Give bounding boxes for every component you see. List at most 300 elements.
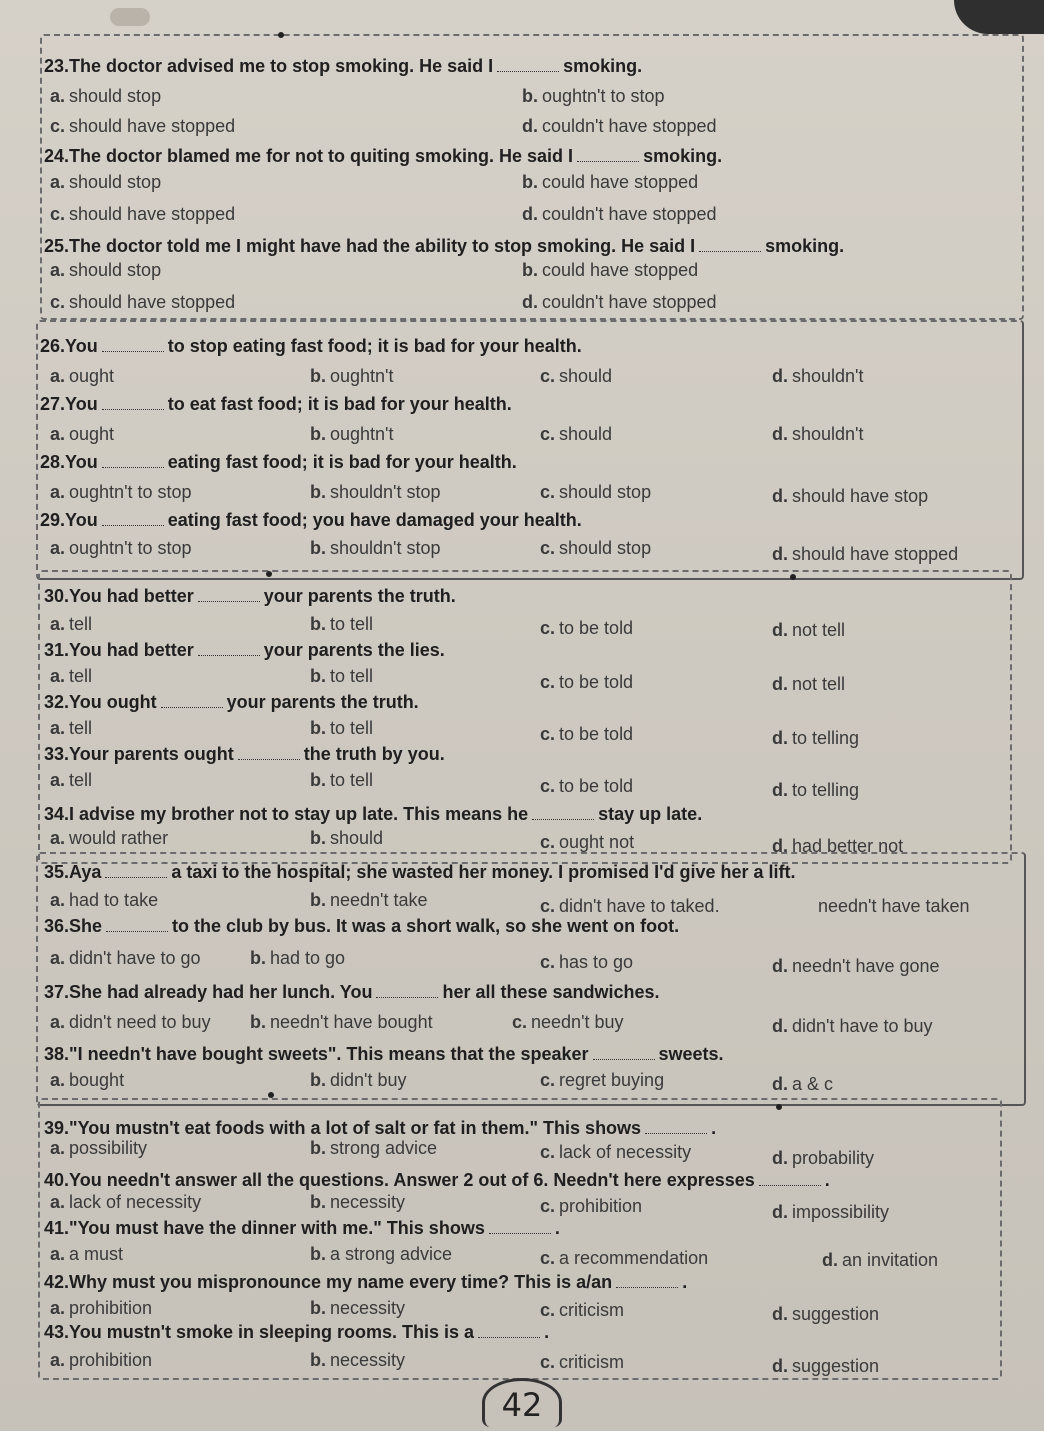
option-23-c[interactable]: [50, 116, 235, 137]
question-42: [44, 1272, 687, 1293]
option-38-a[interactable]: [50, 1070, 124, 1091]
question-text: You: [65, 510, 98, 530]
option-letter: b.: [522, 86, 538, 106]
option-29-b[interactable]: [310, 538, 441, 559]
option-letter: c.: [540, 832, 556, 852]
question-36: [44, 916, 679, 937]
option-text: tell: [69, 614, 93, 634]
question-text-end: the truth by you.: [303, 744, 445, 764]
option-letter: b.: [310, 614, 326, 634]
option-letter: a.: [50, 1350, 66, 1370]
option-text: suggestion: [792, 1304, 880, 1324]
option-text: possibility: [69, 1138, 148, 1158]
option-letter: d.: [772, 836, 788, 856]
option-letter: d.: [772, 1304, 788, 1324]
option-letter: c.: [540, 952, 556, 972]
option-text: oughtn't to stop: [69, 538, 192, 558]
option-27-d[interactable]: [772, 424, 864, 445]
option-letter: c.: [540, 724, 556, 744]
answer-blank[interactable]: [699, 251, 761, 252]
option-42-a[interactable]: [50, 1298, 152, 1319]
option-letter: c.: [50, 116, 66, 136]
option-letter: d.: [772, 486, 788, 506]
option-29-c[interactable]: [540, 538, 651, 559]
option-letter: a.: [50, 1012, 66, 1032]
option-24-d[interactable]: [522, 204, 717, 225]
option-letter: a.: [50, 1244, 66, 1264]
decorative-dot: [266, 571, 272, 577]
question-text-end: .: [682, 1272, 688, 1292]
option-34-d[interactable]: [772, 836, 903, 857]
page-number: 42: [482, 1378, 562, 1427]
option-letter: d.: [772, 1148, 788, 1168]
option-37-d[interactable]: [772, 1016, 933, 1037]
option-letter: c.: [540, 366, 556, 386]
option-text: had to go: [270, 948, 346, 968]
option-40-a[interactable]: [50, 1192, 201, 1213]
option-text: to be told: [559, 672, 634, 692]
question-text: The doctor told me I might have had the ability to stop smoking. He said I: [69, 236, 696, 256]
option-text: necessity: [330, 1192, 406, 1212]
question-number: 43.: [44, 1322, 70, 1342]
option-26-a[interactable]: [50, 366, 114, 387]
option-30-c[interactable]: [540, 618, 633, 639]
option-letter: b.: [310, 770, 326, 790]
option-letter: b.: [522, 260, 538, 280]
option-27-a[interactable]: [50, 424, 114, 445]
option-27-c[interactable]: [540, 424, 612, 445]
question-text: You ought: [69, 692, 157, 712]
question-number: 33.: [44, 744, 70, 764]
option-text: to tell: [330, 614, 374, 634]
answer-blank[interactable]: [759, 1185, 821, 1186]
option-43-c[interactable]: [540, 1352, 624, 1373]
option-letter: b.: [310, 1070, 326, 1090]
option-32-b[interactable]: [310, 718, 373, 739]
option-text: criticism: [559, 1300, 625, 1320]
option-text: could have stopped: [542, 172, 699, 192]
question-text-end: smoking.: [643, 146, 723, 166]
question-number: 35.: [44, 862, 70, 882]
option-text: not tell: [792, 674, 846, 694]
option-28-a[interactable]: [50, 482, 192, 503]
question-number: 29.: [40, 510, 66, 530]
option-letter: a.: [50, 172, 66, 192]
option-38-c[interactable]: [540, 1070, 664, 1091]
option-text: needn't take: [330, 890, 428, 910]
answer-blank[interactable]: [161, 707, 223, 708]
option-28-c[interactable]: [540, 482, 651, 503]
option-letter: c.: [540, 1300, 556, 1320]
question-text-end: her all these sandwiches.: [442, 982, 660, 1002]
option-text: should have stop: [792, 486, 929, 506]
question-text-end: .: [711, 1118, 717, 1138]
question-number: 30.: [44, 586, 70, 606]
option-37-c[interactable]: [512, 1012, 624, 1033]
question-38: [44, 1044, 724, 1065]
option-41-c[interactable]: [540, 1248, 708, 1269]
answer-blank[interactable]: [532, 819, 594, 820]
option-letter: a.: [50, 718, 66, 738]
question-text-end: to the club by bus. It was a short walk, so she went on foot.: [172, 916, 680, 936]
answer-blank[interactable]: [645, 1133, 707, 1134]
question-text: She: [69, 916, 103, 936]
answer-blank[interactable]: [106, 931, 168, 932]
question-text: Aya: [69, 862, 102, 882]
question-text: She had already had her lunch. You: [69, 982, 373, 1002]
option-27-b[interactable]: [310, 424, 394, 445]
option-text: didn't have to buy: [792, 1016, 933, 1036]
option-36-c[interactable]: [540, 952, 633, 973]
option-letter: a.: [50, 1298, 66, 1318]
option-text: had better not: [792, 836, 904, 856]
question-number: 37.: [44, 982, 70, 1002]
question-text-end: sweets.: [658, 1044, 724, 1064]
question-37: [44, 982, 660, 1003]
option-text: shouldn't: [792, 424, 864, 444]
option-letter: c.: [540, 1196, 556, 1216]
option-letter: a.: [50, 1192, 66, 1212]
option-31-d[interactable]: [772, 674, 845, 695]
option-37-a[interactable]: [50, 1012, 211, 1033]
option-text: had to take: [69, 890, 159, 910]
option-39-c[interactable]: [540, 1142, 691, 1163]
option-text: not tell: [792, 620, 846, 640]
option-text: should have stopped: [69, 292, 236, 312]
option-25-c[interactable]: [50, 292, 235, 313]
question-text-end: to eat fast food; it is bad for your health.: [167, 394, 512, 414]
option-letter: c.: [540, 896, 556, 916]
question-text-end: to stop eating fast food; it is bad for your health.: [167, 336, 582, 356]
question-text-end: eating fast food; you have damaged your health.: [167, 510, 582, 530]
option-34-a[interactable]: [50, 828, 168, 849]
option-38-b[interactable]: [310, 1070, 407, 1091]
question-text: "You mustn't eat foods with a lot of salt or fat in them." This shows: [69, 1118, 642, 1138]
question-number: 32.: [44, 692, 70, 712]
answer-blank[interactable]: [489, 1233, 551, 1234]
option-text: should stop: [69, 260, 162, 280]
option-37-b[interactable]: [250, 1012, 433, 1033]
option-letter: c.: [540, 776, 556, 796]
option-letter: a.: [50, 666, 66, 686]
option-39-a[interactable]: [50, 1138, 147, 1159]
option-42-b[interactable]: [310, 1298, 405, 1319]
option-36-b[interactable]: [250, 948, 345, 969]
question-number: 24.: [44, 146, 70, 166]
option-letter: d.: [772, 728, 788, 748]
question-text: The doctor blamed me for not to quiting smoking. He said I: [69, 146, 574, 166]
option-letter: d.: [772, 780, 788, 800]
option-41-a[interactable]: [50, 1244, 123, 1265]
option-text: to tell: [330, 666, 374, 686]
option-text: didn't buy: [330, 1070, 407, 1090]
option-42-c[interactable]: [540, 1300, 624, 1321]
option-25-d[interactable]: [522, 292, 717, 313]
option-letter: b.: [310, 1138, 326, 1158]
question-text: Your parents ought: [69, 744, 234, 764]
option-text: strong advice: [330, 1138, 438, 1158]
option-letter: d.: [772, 1074, 788, 1094]
answer-blank[interactable]: [105, 877, 167, 878]
question-text: "I needn't have bought sweets". This means that the speaker: [69, 1044, 589, 1064]
question-number: 41.: [44, 1218, 70, 1238]
option-40-d[interactable]: [772, 1202, 889, 1223]
option-26-c[interactable]: [540, 366, 612, 387]
option-39-d[interactable]: [772, 1148, 874, 1169]
option-text: shouldn't stop: [330, 482, 441, 502]
option-31-c[interactable]: [540, 672, 633, 693]
question-41: [44, 1218, 560, 1239]
option-letter: b.: [310, 828, 326, 848]
answer-blank[interactable]: [102, 525, 164, 526]
option-letter: a.: [50, 948, 66, 968]
option-letter: b.: [310, 1350, 326, 1370]
option-text: oughtn't: [330, 366, 394, 386]
answer-blank[interactable]: [616, 1287, 678, 1288]
answer-blank[interactable]: [478, 1337, 540, 1338]
decorative-dot: [268, 1092, 274, 1098]
option-letter: d.: [772, 544, 788, 564]
decorative-dot: [776, 1104, 782, 1110]
option-text: should stop: [69, 172, 162, 192]
option-letter: a.: [50, 538, 66, 558]
option-43-a[interactable]: [50, 1350, 152, 1371]
option-text: should: [559, 424, 613, 444]
question-33: [44, 744, 445, 765]
answer-blank[interactable]: [102, 467, 164, 468]
option-letter: a.: [50, 828, 66, 848]
option-29-d[interactable]: [772, 544, 958, 565]
option-letter: c.: [540, 424, 556, 444]
option-text: didn't have to go: [69, 948, 201, 968]
answer-blank[interactable]: [497, 71, 559, 72]
option-30-b[interactable]: [310, 614, 373, 635]
option-letter: d.: [522, 116, 538, 136]
option-text: needn't buy: [531, 1012, 624, 1032]
option-35-a[interactable]: [50, 890, 158, 911]
question-number: 26.: [40, 336, 66, 356]
option-letter: c.: [540, 1142, 556, 1162]
option-text: to be told: [559, 724, 634, 744]
option-letter: c.: [512, 1012, 528, 1032]
option-letter: c.: [540, 482, 556, 502]
option-letter: b.: [310, 890, 326, 910]
option-text: a must: [69, 1244, 124, 1264]
option-text: needn't have bought: [270, 1012, 433, 1032]
option-text: prohibition: [559, 1196, 643, 1216]
option-letter: c.: [540, 1070, 556, 1090]
option-text: should stop: [69, 86, 162, 106]
question-text: You: [65, 336, 98, 356]
option-33-b[interactable]: [310, 770, 373, 791]
option-33-d[interactable]: [772, 780, 859, 801]
question-number: 40.: [44, 1170, 70, 1190]
option-letter: a.: [50, 1138, 66, 1158]
option-text: bought: [69, 1070, 125, 1090]
option-text: could have stopped: [542, 260, 699, 280]
option-text: couldn't have stopped: [542, 204, 717, 224]
question-25: [44, 236, 844, 257]
option-35-c[interactable]: [540, 896, 720, 917]
option-text: shouldn't: [792, 366, 864, 386]
option-25-b[interactable]: [522, 260, 698, 281]
question-number: 28.: [40, 452, 66, 472]
answer-blank[interactable]: [376, 997, 438, 998]
option-letter: c.: [540, 1352, 556, 1372]
option-31-a[interactable]: [50, 666, 92, 687]
option-text: impossibility: [792, 1202, 890, 1222]
option-letter: d.: [772, 674, 788, 694]
option-letter: b.: [250, 1012, 266, 1032]
option-text: should have stopped: [792, 544, 959, 564]
answer-blank[interactable]: [102, 351, 164, 352]
option-text: needn't have taken: [818, 896, 970, 916]
option-35-d[interactable]: [818, 896, 970, 917]
option-23-b[interactable]: [522, 86, 665, 107]
option-text: couldn't have stopped: [542, 292, 717, 312]
option-letter: d.: [772, 1356, 788, 1376]
option-23-d[interactable]: [522, 116, 717, 137]
answer-blank[interactable]: [198, 601, 260, 602]
option-text: should have stopped: [69, 204, 236, 224]
option-letter: b.: [310, 1298, 326, 1318]
option-32-d[interactable]: [772, 728, 859, 749]
option-40-c[interactable]: [540, 1196, 642, 1217]
option-25-a[interactable]: [50, 260, 161, 281]
answer-blank[interactable]: [238, 759, 300, 760]
option-letter: d.: [522, 204, 538, 224]
option-letter: c.: [540, 672, 556, 692]
option-text: probability: [792, 1148, 875, 1168]
question-number: 25.: [44, 236, 70, 256]
question-number: 23.: [44, 56, 70, 76]
option-text: tell: [69, 666, 93, 686]
answer-blank[interactable]: [577, 161, 639, 162]
option-29-a[interactable]: [50, 538, 192, 559]
option-letter: b.: [310, 718, 326, 738]
option-text: prohibition: [69, 1350, 153, 1370]
question-number: 36.: [44, 916, 70, 936]
option-28-b[interactable]: [310, 482, 441, 503]
option-26-b[interactable]: [310, 366, 394, 387]
option-letter: c.: [540, 1248, 556, 1268]
question-text: You had better: [69, 640, 194, 660]
question-text: You: [65, 452, 98, 472]
option-36-a[interactable]: [50, 948, 201, 969]
option-33-c[interactable]: [540, 776, 633, 797]
option-28-d[interactable]: [772, 486, 928, 507]
option-32-c[interactable]: [540, 724, 633, 745]
decorative-dot: [790, 574, 796, 580]
option-text: oughtn't: [330, 424, 394, 444]
option-30-a[interactable]: [50, 614, 92, 635]
option-38-d[interactable]: [772, 1074, 833, 1095]
option-24-a[interactable]: [50, 172, 161, 193]
option-30-d[interactable]: [772, 620, 845, 641]
option-letter: b.: [310, 424, 326, 444]
option-text: ought: [69, 366, 115, 386]
option-text: a strong advice: [330, 1244, 453, 1264]
option-letter: c.: [540, 618, 556, 638]
option-letter: a.: [50, 890, 66, 910]
option-text: lack of necessity: [69, 1192, 202, 1212]
decorative-dot: [278, 32, 284, 38]
question-28: [40, 452, 517, 473]
option-41-d[interactable]: [822, 1250, 938, 1271]
option-31-b[interactable]: [310, 666, 373, 687]
option-letter: b.: [310, 366, 326, 386]
option-23-a[interactable]: [50, 86, 161, 107]
question-text-end: eating fast food; it is bad for your health.: [167, 452, 517, 472]
option-text: to be told: [559, 776, 634, 796]
option-34-b[interactable]: [310, 828, 383, 849]
question-text: The doctor advised me to stop smoking. He said I: [69, 56, 494, 76]
question-34: [44, 804, 702, 825]
option-text: ought: [69, 424, 115, 444]
option-24-b[interactable]: [522, 172, 698, 193]
option-letter: b.: [310, 1192, 326, 1212]
question-40: [44, 1170, 830, 1191]
option-35-b[interactable]: [310, 890, 428, 911]
option-text: didn't have to taked.: [559, 896, 720, 916]
option-text: didn't need to buy: [69, 1012, 211, 1032]
option-letter: c.: [50, 204, 66, 224]
option-32-a[interactable]: [50, 718, 92, 739]
option-letter: d.: [522, 292, 538, 312]
option-text: prohibition: [69, 1298, 153, 1318]
option-text: necessity: [330, 1298, 406, 1318]
option-text: should have stopped: [69, 116, 236, 136]
answer-blank[interactable]: [198, 655, 260, 656]
option-43-b[interactable]: [310, 1350, 405, 1371]
option-43-d[interactable]: [772, 1356, 879, 1377]
option-text: to be told: [559, 618, 634, 638]
option-letter: a.: [50, 86, 66, 106]
option-text: to telling: [792, 728, 860, 748]
option-text: necessity: [330, 1350, 406, 1370]
option-letter: b.: [522, 172, 538, 192]
option-text: a & c: [792, 1074, 834, 1094]
question-43: [44, 1322, 549, 1343]
option-33-a[interactable]: [50, 770, 92, 791]
option-text: to telling: [792, 780, 860, 800]
option-34-c[interactable]: [540, 832, 634, 853]
question-text: I advise my brother not to stay up late. This means he: [69, 804, 529, 824]
answer-blank[interactable]: [102, 409, 164, 410]
answer-blank[interactable]: [593, 1059, 655, 1060]
question-30: [44, 586, 456, 607]
option-36-d[interactable]: [772, 956, 940, 977]
option-39-b[interactable]: [310, 1138, 437, 1159]
question-text-end: .: [544, 1322, 550, 1342]
question-29: [40, 510, 582, 531]
option-letter: d.: [772, 620, 788, 640]
option-42-d[interactable]: [772, 1304, 879, 1325]
page-corner-mark: [110, 8, 150, 26]
option-letter: b.: [310, 666, 326, 686]
option-text: couldn't have stopped: [542, 116, 717, 136]
option-40-b[interactable]: [310, 1192, 405, 1213]
question-text-end: smoking.: [563, 56, 643, 76]
question-number: 27.: [40, 394, 66, 414]
option-26-d[interactable]: [772, 366, 864, 387]
option-41-b[interactable]: [310, 1244, 452, 1265]
option-text: lack of necessity: [559, 1142, 692, 1162]
option-text: regret buying: [559, 1070, 665, 1090]
question-text-end: a taxi to the hospital; she wasted her money. I promised I'd give her a lift.: [171, 862, 796, 882]
option-24-c[interactable]: [50, 204, 235, 225]
option-text: to tell: [330, 718, 374, 738]
